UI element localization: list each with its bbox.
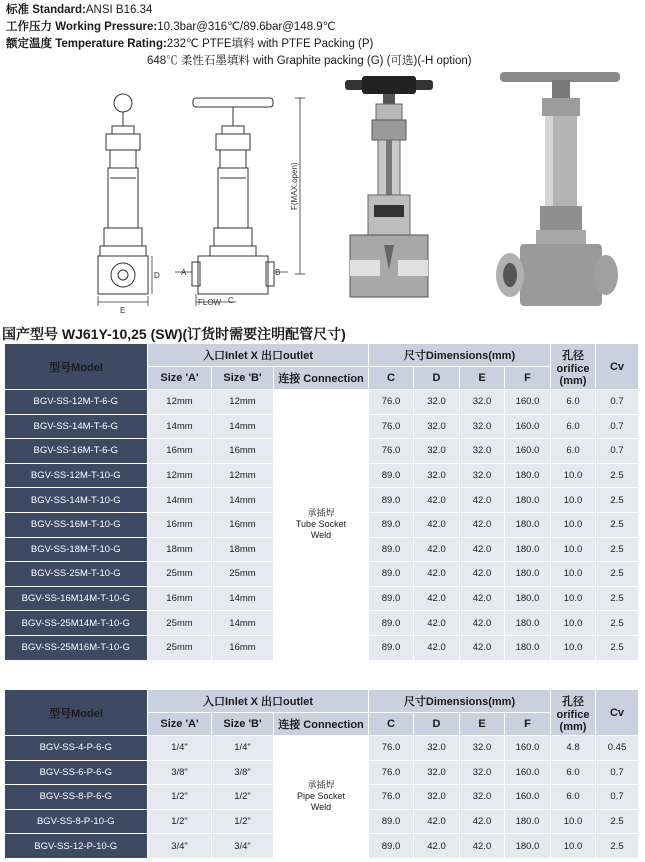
- cell-cv: 0.7: [596, 390, 639, 415]
- cell-c: 76.0: [369, 760, 414, 785]
- cell-model: BGV-SS-16M-T-10-G: [5, 512, 148, 537]
- connection-line: Tube Socket: [295, 519, 347, 530]
- table-row: [5, 390, 639, 415]
- cell-cv: 2.5: [596, 611, 639, 636]
- header-f: F: [505, 367, 551, 390]
- cell-e: 42.0: [460, 809, 505, 834]
- flow-label: FLOW: [198, 298, 222, 307]
- cell-orifice: 10.0: [551, 809, 596, 834]
- cell-c: 89.0: [369, 488, 414, 513]
- cell-e: 42.0: [460, 586, 505, 611]
- cell-size-b: 18mm: [212, 537, 274, 562]
- cell-d: 42.0: [414, 635, 460, 660]
- cell-model: BGV-SS-25M-T-10-G: [5, 562, 148, 587]
- cell-d: 32.0: [414, 414, 460, 439]
- cell-orifice: 10.0: [551, 562, 596, 587]
- cell-model: BGV-SS-12-P-10-G: [5, 834, 148, 859]
- cell-size-a: 16mm: [148, 586, 212, 611]
- spec-label: 标准 Standard:: [6, 4, 86, 16]
- cell-orifice: 6.0: [551, 439, 596, 464]
- cell-c: 89.0: [369, 834, 414, 859]
- cell-f: 160.0: [505, 785, 551, 810]
- cell-c: 89.0: [369, 635, 414, 660]
- header-d: D: [414, 367, 460, 390]
- header-model: 型号Model: [5, 690, 148, 736]
- cell-e: 32.0: [460, 439, 505, 464]
- cell-e: 42.0: [460, 488, 505, 513]
- cell-f: 160.0: [505, 414, 551, 439]
- cell-cv: 0.7: [596, 439, 639, 464]
- header-d: D: [414, 713, 460, 736]
- cell-d: 42.0: [414, 512, 460, 537]
- cell-e: 42.0: [460, 512, 505, 537]
- cell-f: 160.0: [505, 390, 551, 415]
- header-size-b: Size 'B': [212, 713, 274, 736]
- header-connection: 连接 Connection: [274, 713, 369, 736]
- cell-size-a: 12mm: [148, 390, 212, 415]
- cell-cv: 0.7: [596, 760, 639, 785]
- cell-size-a: 25mm: [148, 562, 212, 587]
- dim-label-b: B: [275, 268, 281, 277]
- valve-photo: [496, 72, 620, 306]
- cell-c: 76.0: [369, 736, 414, 761]
- cell-size-b: 1/2": [212, 785, 274, 810]
- cell-model: BGV-SS-12M-T-6-G: [5, 390, 148, 415]
- cell-cv: 2.5: [596, 834, 639, 859]
- cell-f: 180.0: [505, 488, 551, 513]
- model-heading: 国产型号 WJ61Y-10,25 (SW)(订货时需要注明配管尺寸): [2, 326, 346, 342]
- cross-section-image: [345, 76, 433, 297]
- connection-line: 承插焊: [307, 780, 335, 791]
- cell-f: 160.0: [505, 736, 551, 761]
- cell-size-a: 14mm: [148, 414, 212, 439]
- header-inlet-outlet: 入口Inlet X 出口outlet: [148, 344, 369, 367]
- cell-cv: 2.5: [596, 463, 639, 488]
- cell-c: 76.0: [369, 439, 414, 464]
- cell-cv: 2.5: [596, 562, 639, 587]
- cell-d: 32.0: [414, 390, 460, 415]
- cell-c: 89.0: [369, 809, 414, 834]
- cell-orifice: 6.0: [551, 785, 596, 810]
- cell-orifice: 6.0: [551, 390, 596, 415]
- cell-size-b: 14mm: [212, 586, 274, 611]
- valve-drawings: [0, 70, 645, 320]
- cell-e: 42.0: [460, 537, 505, 562]
- cell-size-a: 1/4": [148, 736, 212, 761]
- cell-cv: 0.7: [596, 785, 639, 810]
- cell-size-a: 18mm: [148, 537, 212, 562]
- cell-d: 32.0: [414, 760, 460, 785]
- cell-c: 89.0: [369, 586, 414, 611]
- cell-f: 180.0: [505, 537, 551, 562]
- cell-f: 180.0: [505, 834, 551, 859]
- cell-f: 180.0: [505, 635, 551, 660]
- cell-f: 180.0: [505, 586, 551, 611]
- header-orifice: 孔径 orifice (mm): [551, 690, 596, 736]
- cell-d: 32.0: [414, 736, 460, 761]
- cell-c: 89.0: [369, 537, 414, 562]
- header-size-b: Size 'B': [212, 367, 274, 390]
- spec-table-tube-socket: [4, 343, 639, 661]
- cell-model: BGV-SS-18M-T-10-G: [5, 537, 148, 562]
- cell-orifice: 10.0: [551, 488, 596, 513]
- cell-size-a: 25mm: [148, 611, 212, 636]
- cell-f: 180.0: [505, 611, 551, 636]
- cell-size-a: 16mm: [148, 439, 212, 464]
- cell-f: 160.0: [505, 439, 551, 464]
- cell-orifice: 10.0: [551, 463, 596, 488]
- cell-orifice: 10.0: [551, 635, 596, 660]
- cell-orifice: 10.0: [551, 586, 596, 611]
- cell-orifice: 10.0: [551, 834, 596, 859]
- cell-size-b: 16mm: [212, 512, 274, 537]
- header-c: C: [369, 713, 414, 736]
- dim-label-d: D: [154, 271, 160, 280]
- header-inlet-outlet: 入口Inlet X 出口outlet: [148, 690, 369, 713]
- cell-e: 32.0: [460, 390, 505, 415]
- cell-e: 32.0: [460, 785, 505, 810]
- cell-size-a: 25mm: [148, 635, 212, 660]
- spec-temperature: [6, 35, 373, 51]
- connection-line: Pipe Socket: [296, 791, 346, 802]
- cell-model: BGV-SS-8-P-10-G: [5, 809, 148, 834]
- header-size-a: Size 'A': [148, 367, 212, 390]
- cell-orifice: 10.0: [551, 512, 596, 537]
- cell-size-a: 3/8": [148, 760, 212, 785]
- cell-size-b: 3/4": [212, 834, 274, 859]
- cell-size-b: 14mm: [212, 414, 274, 439]
- cell-d: 42.0: [414, 809, 460, 834]
- header-dimensions: 尺寸Dimensions(mm): [369, 690, 551, 713]
- connection-line: Weld: [310, 802, 332, 813]
- spec-table-pipe-socket: [4, 689, 639, 859]
- cell-connection: [274, 390, 369, 661]
- cell-e: 42.0: [460, 635, 505, 660]
- connection-line: Weld: [310, 530, 332, 541]
- dim-label-c: C: [228, 296, 234, 305]
- cell-size-a: 12mm: [148, 463, 212, 488]
- cell-cv: 0.45: [596, 736, 639, 761]
- cell-e: 32.0: [460, 463, 505, 488]
- header-orifice: 孔径 orifice (mm): [551, 344, 596, 390]
- spec-temperature-alt: 648℃ 柔性石墨填料 with Graphite packing (G) (可选)(-H option): [147, 55, 472, 67]
- cell-size-b: 3/8": [212, 760, 274, 785]
- header-e: E: [460, 367, 505, 390]
- cell-model: BGV-SS-8-P-6-G: [5, 785, 148, 810]
- dim-label-a: A: [181, 268, 187, 277]
- cell-f: 180.0: [505, 512, 551, 537]
- cell-size-a: 1/2": [148, 809, 212, 834]
- header-f: F: [505, 713, 551, 736]
- cell-size-a: 14mm: [148, 488, 212, 513]
- cell-size-b: 14mm: [212, 611, 274, 636]
- cell-model: BGV-SS-16M-T-6-G: [5, 439, 148, 464]
- cell-orifice: 10.0: [551, 537, 596, 562]
- cell-cv: 2.5: [596, 635, 639, 660]
- cell-d: 32.0: [414, 439, 460, 464]
- cell-d: 42.0: [414, 488, 460, 513]
- cell-cv: 2.5: [596, 809, 639, 834]
- cell-e: 32.0: [460, 760, 505, 785]
- cell-e: 32.0: [460, 414, 505, 439]
- header-connection: 连接 Connection: [274, 367, 369, 390]
- cell-model: BGV-SS-14M-T-6-G: [5, 414, 148, 439]
- table-row: [5, 736, 639, 761]
- spec-label: 工作压力 Working Pressure:: [6, 21, 158, 33]
- side-view-drawing: [175, 98, 305, 306]
- spec-pressure: [6, 18, 336, 34]
- cell-model: BGV-SS-16M14M-T-10-G: [5, 586, 148, 611]
- cell-d: 42.0: [414, 611, 460, 636]
- cell-d: 32.0: [414, 463, 460, 488]
- cell-cv: 2.5: [596, 488, 639, 513]
- spec-label: 额定温度 Temperature Rating:: [6, 38, 167, 50]
- cell-model: BGV-SS-14M-T-10-G: [5, 488, 148, 513]
- cell-model: BGV-SS-12M-T-10-G: [5, 463, 148, 488]
- spec-value: ANSI B16.34: [85, 4, 153, 16]
- cell-e: 42.0: [460, 834, 505, 859]
- dim-label-f: F(MAX.open): [290, 162, 299, 210]
- cell-e: 32.0: [460, 736, 505, 761]
- cell-size-b: 25mm: [212, 562, 274, 587]
- dim-label-e: E: [120, 306, 126, 315]
- cell-c: 89.0: [369, 463, 414, 488]
- cell-model: BGV-SS-4-P-6-G: [5, 736, 148, 761]
- spec-standard: [6, 1, 152, 17]
- cell-size-b: 14mm: [212, 488, 274, 513]
- cell-c: 89.0: [369, 611, 414, 636]
- cell-d: 42.0: [414, 537, 460, 562]
- cell-size-a: 3/4": [148, 834, 212, 859]
- header-e: E: [460, 713, 505, 736]
- header-cv: Cv: [596, 690, 639, 736]
- cell-model: BGV-SS-25M14M-T-10-G: [5, 611, 148, 636]
- cell-size-b: 16mm: [212, 439, 274, 464]
- cell-c: 76.0: [369, 785, 414, 810]
- cell-size-a: 1/2": [148, 785, 212, 810]
- cell-e: 42.0: [460, 611, 505, 636]
- cell-orifice: 6.0: [551, 760, 596, 785]
- cell-f: 160.0: [505, 760, 551, 785]
- header-cv: Cv: [596, 344, 639, 390]
- front-view-drawing: [98, 94, 152, 306]
- cell-d: 32.0: [414, 785, 460, 810]
- cell-e: 42.0: [460, 562, 505, 587]
- cell-orifice: 4.8: [551, 736, 596, 761]
- cell-c: 76.0: [369, 390, 414, 415]
- cell-f: 180.0: [505, 463, 551, 488]
- cell-cv: 2.5: [596, 586, 639, 611]
- cell-size-a: 16mm: [148, 512, 212, 537]
- cell-c: 89.0: [369, 512, 414, 537]
- spec-value: 10.3bar@316℃/89.6bar@148.9℃: [157, 21, 336, 33]
- cell-orifice: 6.0: [551, 414, 596, 439]
- cell-orifice: 10.0: [551, 611, 596, 636]
- cell-cv: 2.5: [596, 537, 639, 562]
- cell-model: BGV-SS-25M16M-T-10-G: [5, 635, 148, 660]
- cell-cv: 0.7: [596, 414, 639, 439]
- header-c: C: [369, 367, 414, 390]
- cell-f: 180.0: [505, 809, 551, 834]
- cell-d: 42.0: [414, 834, 460, 859]
- cell-c: 89.0: [369, 562, 414, 587]
- cell-f: 180.0: [505, 562, 551, 587]
- cell-size-b: 16mm: [212, 635, 274, 660]
- connection-line: 承插焊: [307, 508, 335, 519]
- cell-connection: [274, 736, 369, 859]
- cell-size-b: 12mm: [212, 390, 274, 415]
- cell-d: 42.0: [414, 586, 460, 611]
- cell-size-b: 1/4": [212, 736, 274, 761]
- cell-size-b: 12mm: [212, 463, 274, 488]
- header-dimensions: 尺寸Dimensions(mm): [369, 344, 551, 367]
- cell-model: BGV-SS-6-P-6-G: [5, 760, 148, 785]
- header-model: 型号Model: [5, 344, 148, 390]
- cell-size-b: 1/2": [212, 809, 274, 834]
- cell-c: 76.0: [369, 414, 414, 439]
- spec-value: 232℃ PTFE填料 with PTFE Packing (P): [166, 38, 374, 50]
- cell-cv: 2.5: [596, 512, 639, 537]
- cell-d: 42.0: [414, 562, 460, 587]
- header-size-a: Size 'A': [148, 713, 212, 736]
